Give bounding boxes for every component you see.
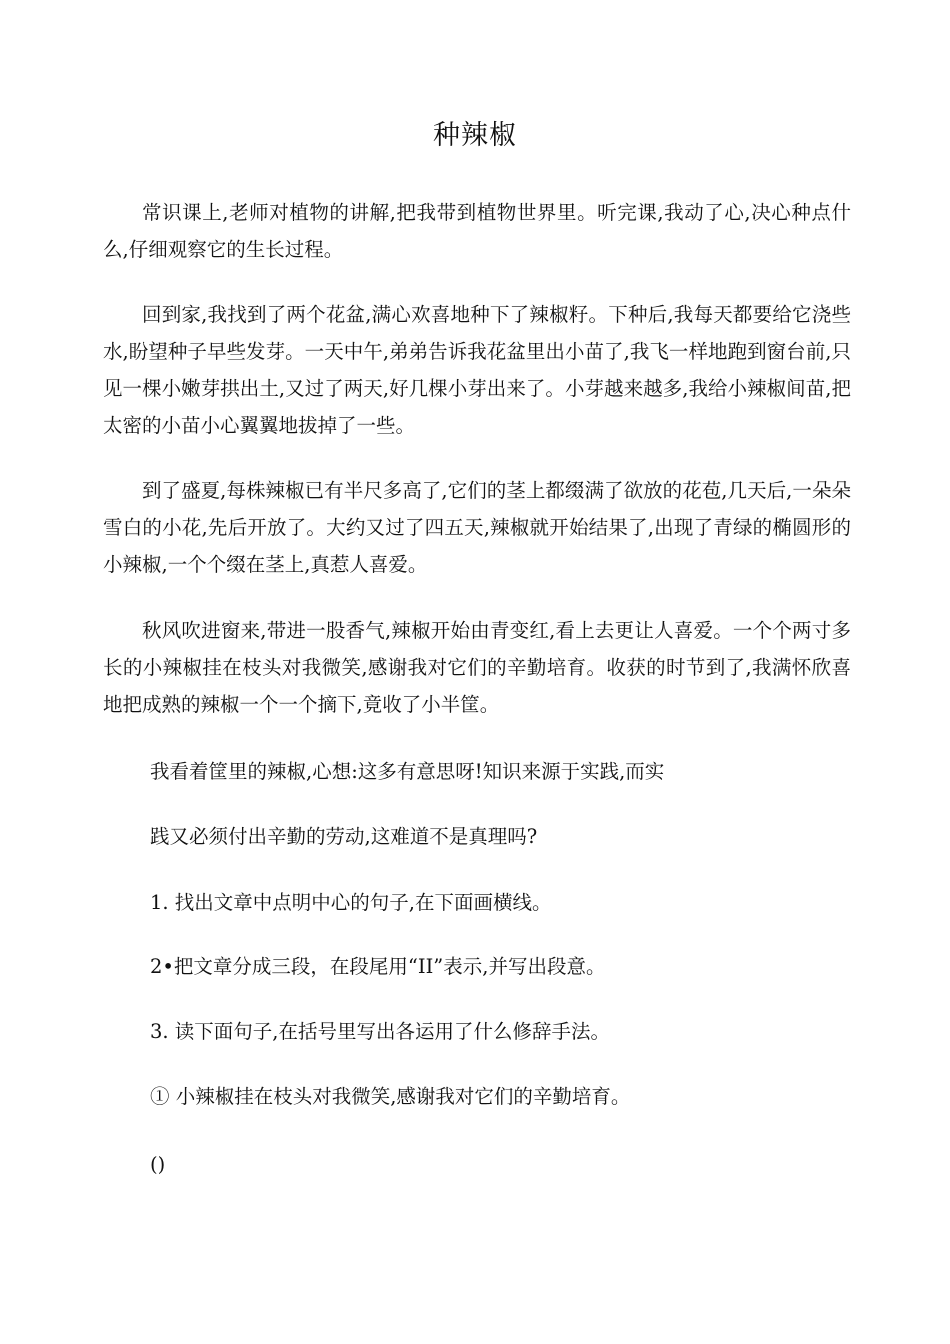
closing-line-2: 践又必须付出辛勤的劳动,这难道不是真理吗? (150, 825, 538, 848)
paragraph-4: 秋风吹进窗来,带进一股香气,辣椒开始由青变红,看上去更让人喜爱。一个个两寸多长的小辣椒挂在枝头对我微笑,感谢我对它们的辛勤培育。收获的时节到了,我满怀欣喜地把成熟的辣椒一个一个摘下,竟收了小半筐。 (103, 619, 851, 716)
paragraph-3: 到了盛夏,每株辣椒已有半尺多高了,它们的茎上都缀满了欲放的花苞,几天后,一朵朵雪白的小花,先后开放了。大约又过了四五天,辣椒就开始结果了,出现了青绿的椭圆形的小辣椒,一个个缀在茎上,真惹人喜爱。 (103, 479, 851, 576)
paragraph-2: 回到家,我找到了两个花盆,满心欢喜地种下了辣椒籽。下种后,我每天都要给它浇些水,盼望种子早些发芽。一天中午,弟弟告诉我花盆里出小苗了,我飞一样地跑到窗台前,只见一棵小嫩芽拱出土,又过了两天,好几棵小芽出来了。小芽越来越多,我给小辣椒间苗,把太密的小苗小心翼翼地拔掉了一些。 (103, 303, 851, 437)
closing-line-1: 我看着筐里的辣椒,心想:这多有意思呀!知识来源于实践,而实 (150, 760, 665, 783)
paragraph-1: 常识课上,老师对植物的讲解,把我带到植物世界里。听完课,我动了心,决心种点什么,仔细观察它的生长过程。 (103, 201, 851, 261)
question-2: 2•把文章分成三段，在段尾用“II”表示,并写出段意。 (150, 955, 606, 978)
answer-blank[interactable]: () (150, 1153, 166, 1176)
question-3-item-1: ① 小辣椒挂在枝头对我微笑,感谢我对它们的辛勤培育。 (150, 1085, 631, 1108)
question-1: 1. 找出文章中点明中心的句子,在下面画横线。 (150, 891, 552, 914)
question-3: 3. 读下面句子,在括号里写出各运用了什么修辞手法。 (150, 1020, 611, 1043)
document-title: 种辣椒 (433, 120, 517, 151)
